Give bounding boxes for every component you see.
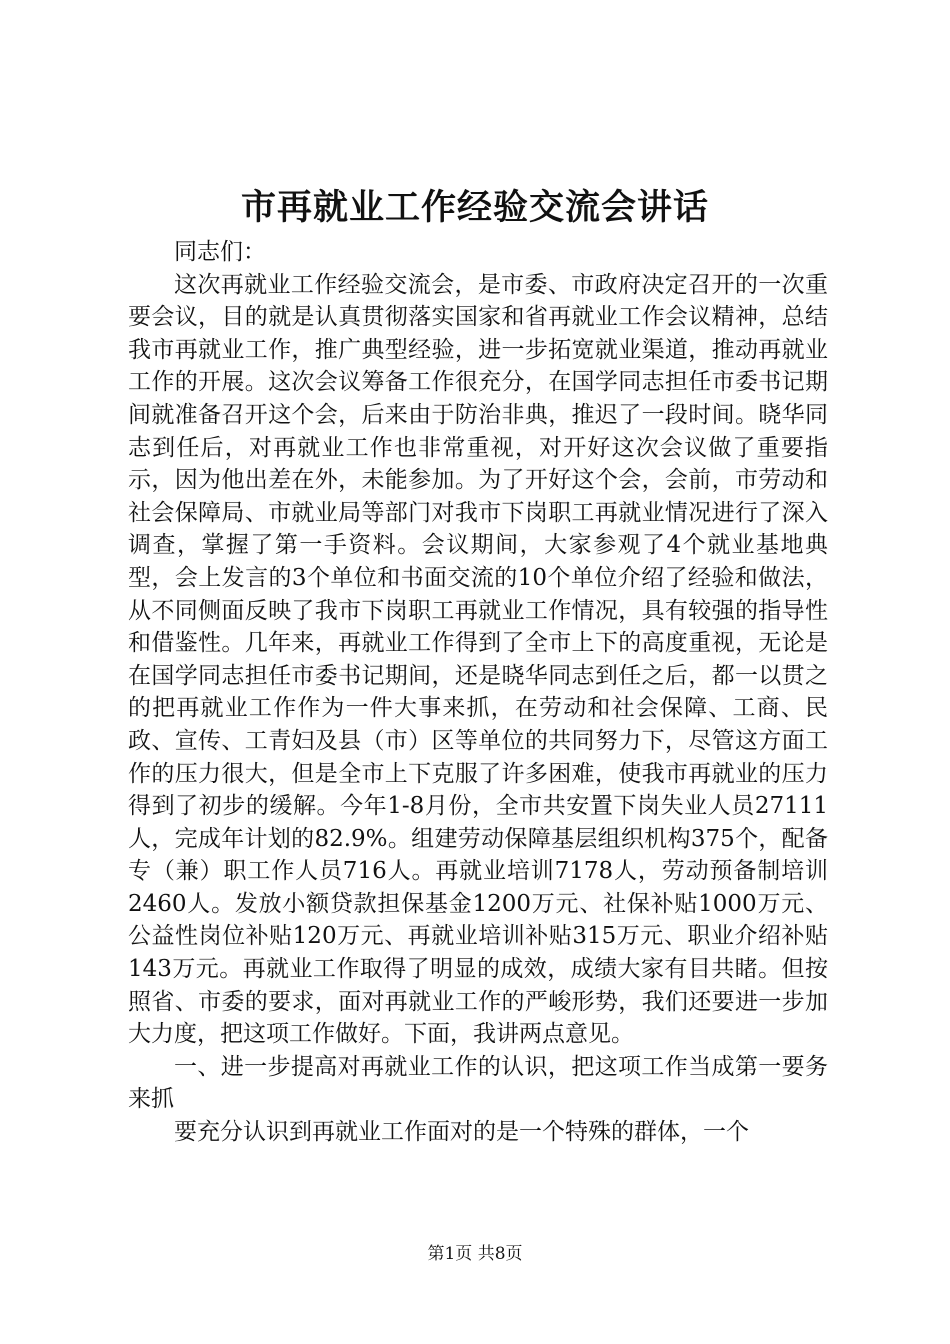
greeting-paragraph: 同志们： [174,239,266,265]
document-body [128,236,828,1149]
document-title: 市再就业工作经验交流会讲话 [240,187,709,228]
body-paragraph: 要充分认识到再就业工作面对的是一个特殊的群体，一个 [174,1119,749,1146]
page-number-footer: 第1页 共8页 [427,1244,523,1264]
body-paragraph: 这次再就业工作经验交流会，是市委、市政府决定召开的一次重要会议，目的就是认真贯彻落实国家和省再就业工作会议精神，总结我市再就业工作，推广典型经验，进一步拓宽就业渠道，推动再就业工作的开展。这次会议筹备工作很充分，在国学同志担任市委书记期间就准备召开这个会，后来由于防治非典，推迟了一段时间。晓华同志到任后，对再就业工作也非常重视，对开好这次会议做了重要指示，因为他出差在外，未能参加。为了开好这个会，会前，市劳动和社会保障局、市就业局等部门对我市下岗职工再就业情况进行了深入调查，掌握了第一手资料。会议期间，大家参观了4个就业基地典型，会上发言的3个单位和书面交流的10个单位介绍了经验和做法，从不同侧面反映了我市下岗职工再就业工作情况，具有较强的指导性和借鉴性。几年来，再就业工作得到了全市上下的高度重视，无论是在国学同志担任市委书记期间，还是晓华同志到任之后，都一以贯之的把再就业工作作为一件大事来抓，在劳动和社会保障、工商、民政、宣传、工青妇及县（市）区等单位的共同努力下，尽管这方面工作的压力很大，但是全市上下克服了许多困难，使我市再就业的压力得到了初步的缓解。今年1-8月份，全市共安置下岗失业人员27111人，完成年计划的82.9%。组建劳动保障基层组织机构375个，配备专（兼）职工作人员716人。再就业培训7178人，劳动预备制培训2460人。发放小额贷款担保基金1200万元、社保补贴1000万元、公益性岗位补贴120万元、再就业培训补贴315万元、职业介绍补贴143万元。再就业工作取得了明显的成效，成绩大家有目共睹。但按照省、市委的要求，面对再就业工作的严峻形势，我们还要进一步加大力度，把这项工作做好。下面，我讲两点意见。 [128,271,828,1048]
section-heading: 一、进一步提高对再就业工作的认识，把这项工作当成第一要务来抓 [128,1053,828,1113]
